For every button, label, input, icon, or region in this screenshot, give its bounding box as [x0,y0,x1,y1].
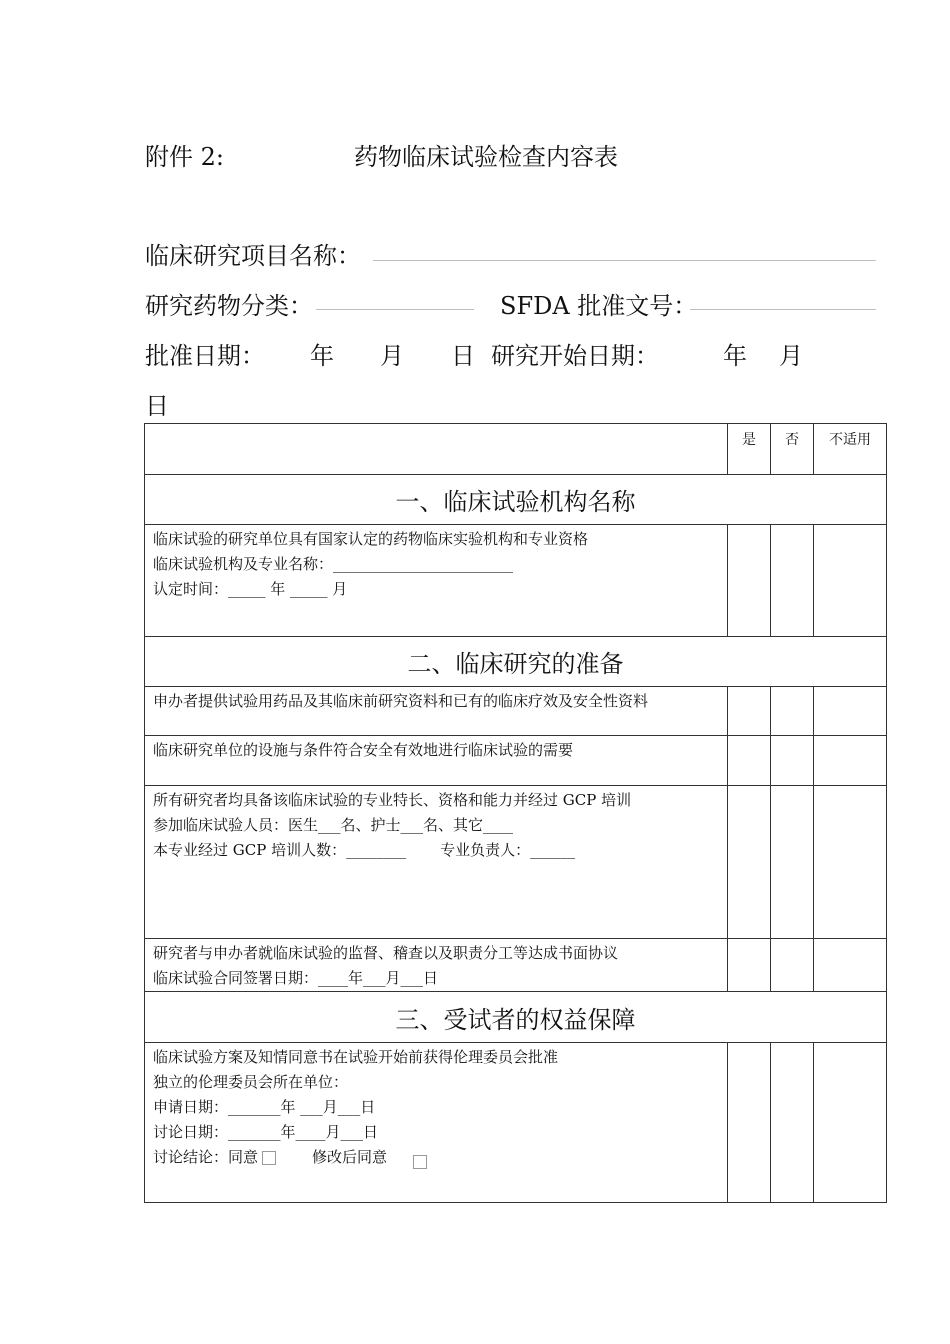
modify-agree-checkbox[interactable] [413,1155,427,1169]
yes-cell[interactable] [728,939,771,992]
section2-item2 [145,736,728,786]
project-name-label: 临床研究项目名称： [145,242,361,270]
no-cell[interactable] [771,687,814,736]
col-no-header: 否 [771,424,814,475]
section2-item3-line1: 所有研究者均具备该临床试验的专业特长、资格和能力并经过 GCP 培训 [153,791,632,809]
approval-date-label: 批准日期： [145,342,265,370]
yes-cell[interactable] [728,786,771,939]
inspection-table [144,423,887,1203]
agree-checkbox[interactable] [262,1151,276,1165]
conclusion-agree-label: 讨论结论：同意 [153,1148,259,1166]
no-cell[interactable] [771,736,814,786]
section-row [145,637,887,687]
approval-day: 日 [451,342,475,370]
na-cell[interactable] [814,525,887,637]
na-cell[interactable] [814,687,887,736]
drug-class-line[interactable] [316,309,474,310]
section2-item3-line3 [153,838,719,863]
yes-cell[interactable] [728,1043,771,1203]
section3-title: 三、受试者的权益保障 [145,992,887,1043]
na-cell[interactable] [814,939,887,992]
section2-item1-text: 申办者提供试验用药品及其临床前研究资料和已有的临床疗效及安全性资料 [153,692,649,710]
na-cell[interactable] [814,786,887,939]
attachment-label: 附件 2: [145,143,224,171]
no-cell[interactable] [771,525,814,637]
conclusion-modify-label: 修改后同意 [312,1148,388,1166]
section1-line2: 临床试验机构及专业名称：________________________ [153,555,514,573]
approval-month: 月 [380,342,404,370]
start-month: 月 [779,342,803,370]
section-row [145,992,887,1043]
section1-content [145,525,728,637]
section2-title: 二、临床研究的准备 [145,637,887,687]
na-cell[interactable] [814,736,887,786]
section3-line2: 独立的伦理委员会所在单位： [153,1073,349,1091]
section2-item4-line1: 研究者与申办者就临床试验的监督、稽查以及职责分工等达成书面协议 [153,944,619,962]
section3-line1: 临床试验方案及知情同意书在试验开始前获得伦理委员会批准 [153,1048,559,1066]
section-row [145,475,887,525]
gcp-trained-count: 本专业经过 GCP 培训人数：________ [153,841,407,859]
specialty-lead: 专业负责人：______ [440,841,576,859]
drug-class-label: 研究药物分类： [145,292,313,320]
header-blank-cell [145,424,728,475]
section2-item1 [145,687,728,736]
section1-title: 一、临床试验机构名称 [145,475,887,525]
section2-item3-line2: 参加临床试验人员：医生___名、护士___名、其它____ [153,816,514,834]
yes-cell[interactable] [728,525,771,637]
section2-item4-line2: 临床试验合同签署日期：____年___月___日 [153,969,439,987]
section1-line1: 临床试验的研究单位具有国家认定的药物临床实验机构和专业资格 [153,530,589,548]
approval-year: 年 [310,342,334,370]
section3-content [145,1043,728,1203]
col-yes-header: 是 [728,424,771,475]
table-row [145,1043,887,1203]
section3-line3: 申请日期：_______年 ___月___日 [153,1098,376,1116]
start-day: 日 [145,392,169,420]
table-row [145,525,887,637]
page-title: 药物临床试验检查内容表 [354,143,618,171]
no-cell[interactable] [771,1043,814,1203]
table-header-row [145,424,887,475]
table-row [145,786,887,939]
na-cell[interactable] [814,1043,887,1203]
start-year: 年 [723,342,747,370]
section2-item4 [145,939,728,992]
project-name-line[interactable] [373,260,876,261]
start-date-label: 研究开始日期： [491,342,659,370]
sfda-line[interactable] [690,309,876,310]
no-cell[interactable] [771,939,814,992]
section3-line5 [153,1145,719,1170]
table-row [145,939,887,992]
section3-line4: 讨论日期：_______年____月___日 [153,1123,379,1141]
col-na-header: 不适用 [814,424,887,475]
section1-line3: 认定时间：_____ 年 _____ 月 [153,580,348,598]
section2-item3 [145,786,728,939]
yes-cell[interactable] [728,687,771,736]
no-cell[interactable] [771,786,814,939]
section2-item2-text: 临床研究单位的设施与条件符合安全有效地进行临床试验的需要 [153,741,574,759]
table-row [145,687,887,736]
yes-cell[interactable] [728,736,771,786]
sfda-label: SFDA 批准文号： [500,292,698,320]
table-row [145,736,887,786]
